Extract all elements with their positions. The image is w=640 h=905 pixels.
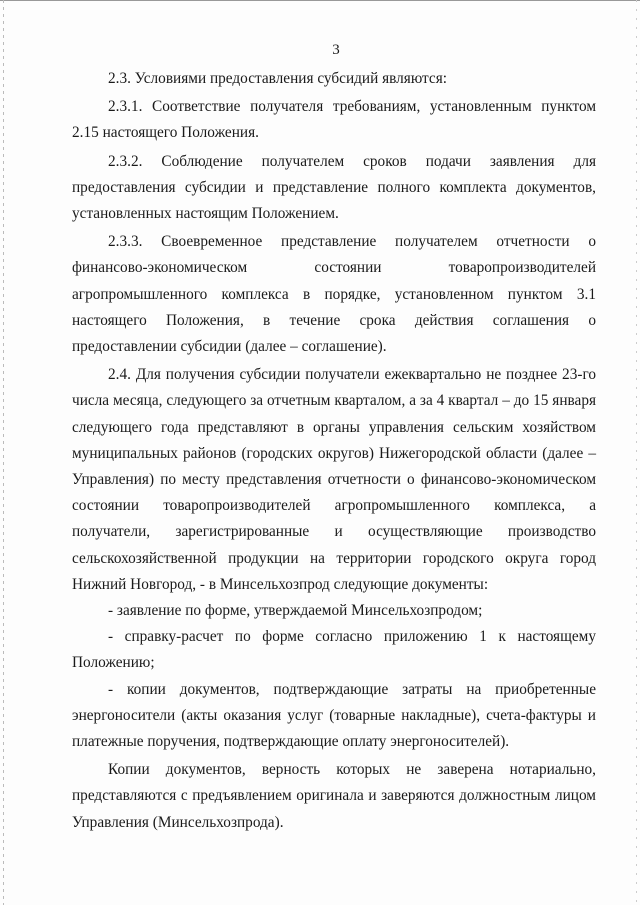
scan-edge-left [3,0,4,905]
paragraph-2-3-1: 2.3.1. Соответствие получателя требованиям, установленным пунктом 2.15 настоящего Положения. [72,98,596,142]
list-item-application: - заявление по форме, утверждаемой Минсельхозпродом; [108,602,483,620]
paragraph-2-3: 2.3. Условиями предоставления субсидий являются: [108,70,448,87]
paragraph-2-4: 2.4. Для получения субсидии получатели ежеквартально не позднее 23-го числа месяца, следующего за отчетным кварталом, а за 4 квартал – до 15 января следующего года представляют в органы управления сельским хозяйством муниципальных районов (городских округов) Нижегородской области (далее – Управления) по месту представления отчетности о финансово-экономическом состоянии товаропроизводителей агропромышленного комплекса, а получатели, зарегистрированные и осуществляющие производство сельскохозяйственной продукции на территории городского округа город Нижний Новгород, - в Минсельхозпрод следующие документы: [72,366,596,593]
scan-edge-right [636,0,637,905]
list-item-copies: - копии документов, подтверждающие затраты на приобретенные энергоносители (акты оказания услуг (товарные накладные), счета-фактуры и платежные поручения, подтверждающие оплату энергоносителей). [72,680,596,751]
paragraph-2-3-2: 2.3.2. Соблюдение получателем сроков подачи заявления для предоставления субсидии и представление полного комплекта документов, установленных настоящим Положением. [72,152,596,223]
page-number: 3 [332,42,340,58]
list-item-calculation: - справку-расчет по форме согласно приложению 1 к настоящему Положению; [72,628,596,672]
paragraph-2-3-3: 2.3.3. Своевременное представление получателем отчетности о финансово-экономическом состоянии товаропроизводителей агропромышленного комплекса в порядке, установленном пунктом 3.1 настоящего Положения, в течение срока действия соглашения о предоставлении субсидии (далее – соглашение). [72,233,596,356]
paragraph-copies-certification: Копии документов, верность которых не заверена нотариально, представляются с предъявлением оригинала и заверяются должностным лицом Управления (Минсельхозпрода). [72,761,596,831]
scan-edge-top [0,0,640,1]
document-body [72,66,596,836]
